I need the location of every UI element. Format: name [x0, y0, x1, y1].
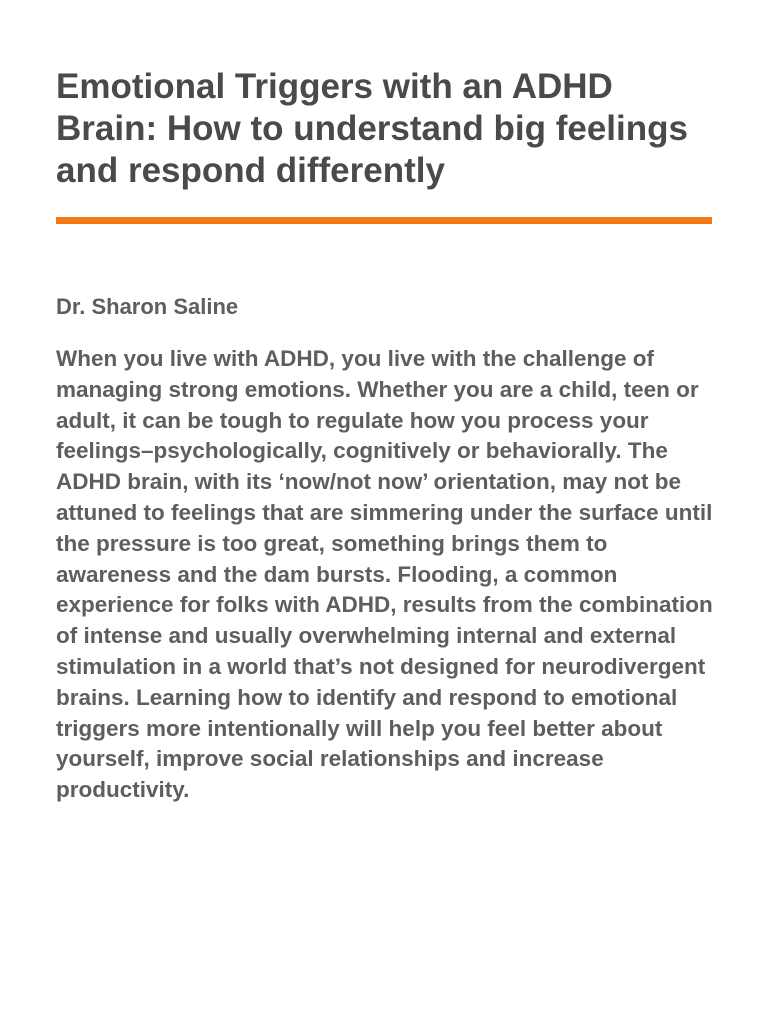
article-title: Emotional Triggers with an ADHD Brain: How to understand big feelings and respond differently — [56, 67, 688, 190]
title-divider — [56, 217, 712, 224]
article-body: When you live with ADHD, you live with the challenge of managing strong emotions. Whether you are a child, teen or adult, it can be tough to regulate how you process your feelings–psychologically, cognitively or behaviorally. The ADHD brain, with its ‘now/not now’ orientation, may not be attuned to feelings that are simmering under the surface until the pressure is too great, something brings them to awareness and the dam bursts. Flooding, a common experience for folks with ADHD, results from the combination of intense and usually overwhelming internal and external stimulation in a world that’s not designed for neurodivergent brains. Learning how to identify and respond to emotional triggers more intentionally will help you feel better about yourself, improve social relationships and increase productivity. — [56, 346, 713, 803]
author-name: Dr. Sharon Saline — [56, 294, 239, 319]
